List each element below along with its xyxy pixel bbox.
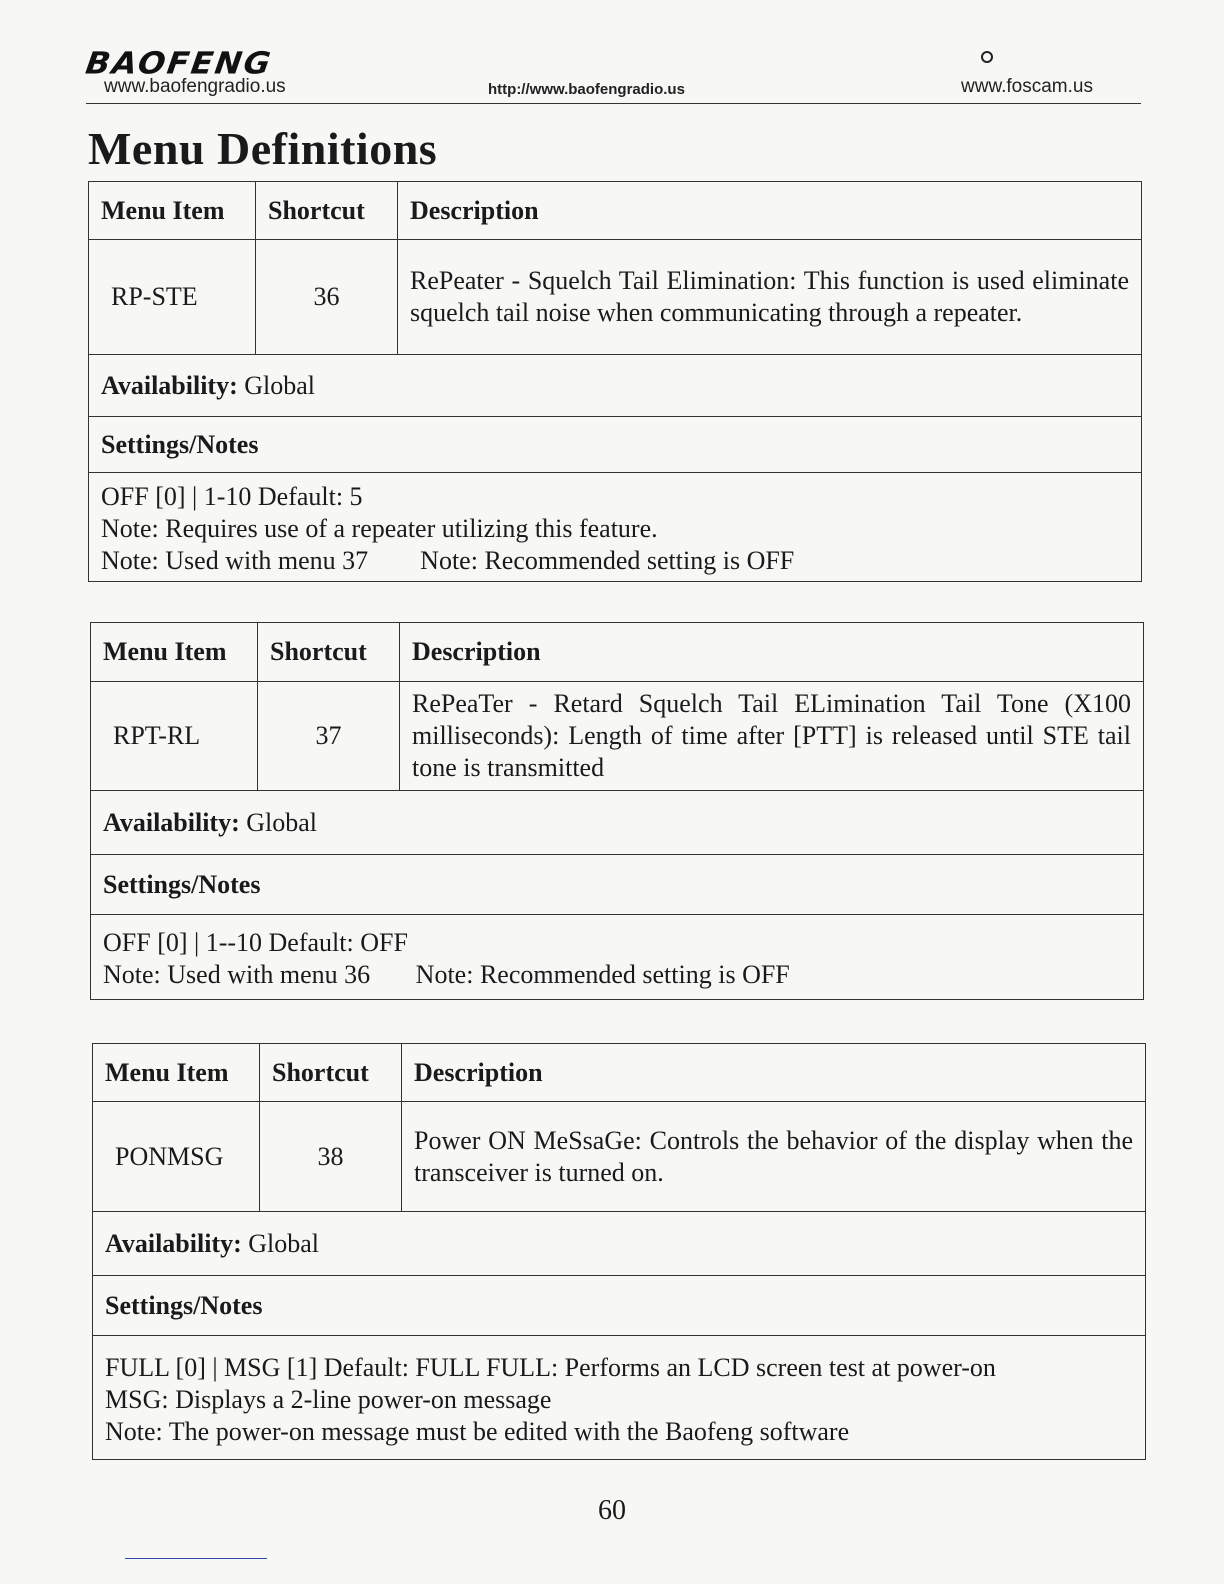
- menu-item-value: PONMSG: [93, 1102, 260, 1212]
- notes-row: [89, 473, 1142, 582]
- shortcut-value: 37: [258, 682, 400, 791]
- table-header-row: [89, 182, 1142, 240]
- description-value: Power ON MeSsaGe: Controls the behavior of the display when the transceiver is turned on.: [402, 1102, 1146, 1212]
- description-value: RePeaTer - Retard Squelch Tail ELimination Tail Tone (X100 milliseconds): Length of time after [PTT] is released until STE tail tone is transmitted: [400, 682, 1144, 791]
- shortcut-header: Shortcut: [260, 1044, 402, 1102]
- header-left-url[interactable]: www.baofengradio.us: [104, 76, 286, 97]
- menu-table-ponmsg: [92, 1043, 1146, 1460]
- menu-item-header: Menu Item: [93, 1044, 260, 1102]
- availability-value: Global: [244, 370, 316, 400]
- dot-icon: [981, 51, 993, 63]
- header-center-url[interactable]: http://www.baofengradio.us: [488, 81, 685, 98]
- menu-item-header: Menu Item: [91, 623, 258, 682]
- settings-label: Settings/Notes: [105, 1290, 263, 1320]
- table-header-row: [93, 1044, 1146, 1102]
- description-header: Description: [400, 623, 1144, 682]
- notes-row: [91, 915, 1144, 1000]
- availability-label: Availability:: [103, 807, 240, 837]
- page-title: Menu Definitions: [88, 123, 438, 174]
- availability-value: Global: [246, 807, 318, 837]
- menu-table-rpt-rl: [90, 622, 1144, 1000]
- notes-line: Note: Used with menu 37 Note: Recommended setting is OFF: [101, 546, 795, 575]
- baofeng-logo: BAOFENG: [83, 44, 275, 82]
- description-header: Description: [402, 1044, 1146, 1102]
- menu-item-value: RPT-RL: [91, 682, 258, 791]
- shortcut-value: 36: [256, 240, 398, 355]
- menu-item-header: Menu Item: [89, 182, 256, 240]
- table-row: [91, 682, 1144, 791]
- table-header-row: [91, 623, 1144, 682]
- notes-row: [93, 1336, 1146, 1460]
- availability-row: [91, 791, 1144, 855]
- availability-label: Availability:: [101, 370, 238, 400]
- notes-line: FULL [0] | MSG [1] Default: FULL FULL: Performs an LCD screen test at power-on: [105, 1352, 996, 1382]
- menu-table-rp-ste: [88, 181, 1142, 582]
- table-row: [89, 240, 1142, 355]
- availability-row: [89, 355, 1142, 417]
- shortcut-header: Shortcut: [258, 623, 400, 682]
- notes-line: OFF [0] | 1--10 Default: OFF: [103, 928, 408, 957]
- notes-line: MSG: Displays a 2-line power-on message: [105, 1384, 552, 1414]
- header-right-url[interactable]: www.foscam.us: [961, 76, 1093, 97]
- footer-divider: [125, 1558, 267, 1559]
- description-header: Description: [398, 182, 1142, 240]
- settings-header-row: [93, 1276, 1146, 1336]
- shortcut-header: Shortcut: [256, 182, 398, 240]
- availability-row: [93, 1212, 1146, 1276]
- menu-item-value: RP-STE: [89, 240, 256, 355]
- settings-label: Settings/Notes: [103, 869, 261, 899]
- notes-line: Note: Used with menu 36 Note: Recommended setting is OFF: [103, 960, 790, 989]
- page-number: 60: [598, 1495, 626, 1526]
- notes-line: OFF [0] | 1-10 Default: 5: [101, 482, 363, 511]
- description-value: RePeater - Squelch Tail Elimination: This function is used eliminate squelch tail noise when communicating through a repeater.: [398, 240, 1142, 355]
- notes-line: Note: The power-on message must be edited with the Baofeng software: [105, 1416, 850, 1446]
- availability-value: Global: [248, 1228, 320, 1258]
- table-row: [93, 1102, 1146, 1212]
- settings-header-row: [91, 855, 1144, 915]
- header-divider: [86, 103, 1141, 104]
- settings-header-row: [89, 417, 1142, 473]
- shortcut-value: 38: [260, 1102, 402, 1212]
- availability-label: Availability:: [105, 1228, 242, 1258]
- notes-line: Note: Requires use of a repeater utilizing this feature.: [101, 514, 658, 543]
- settings-label: Settings/Notes: [101, 429, 259, 459]
